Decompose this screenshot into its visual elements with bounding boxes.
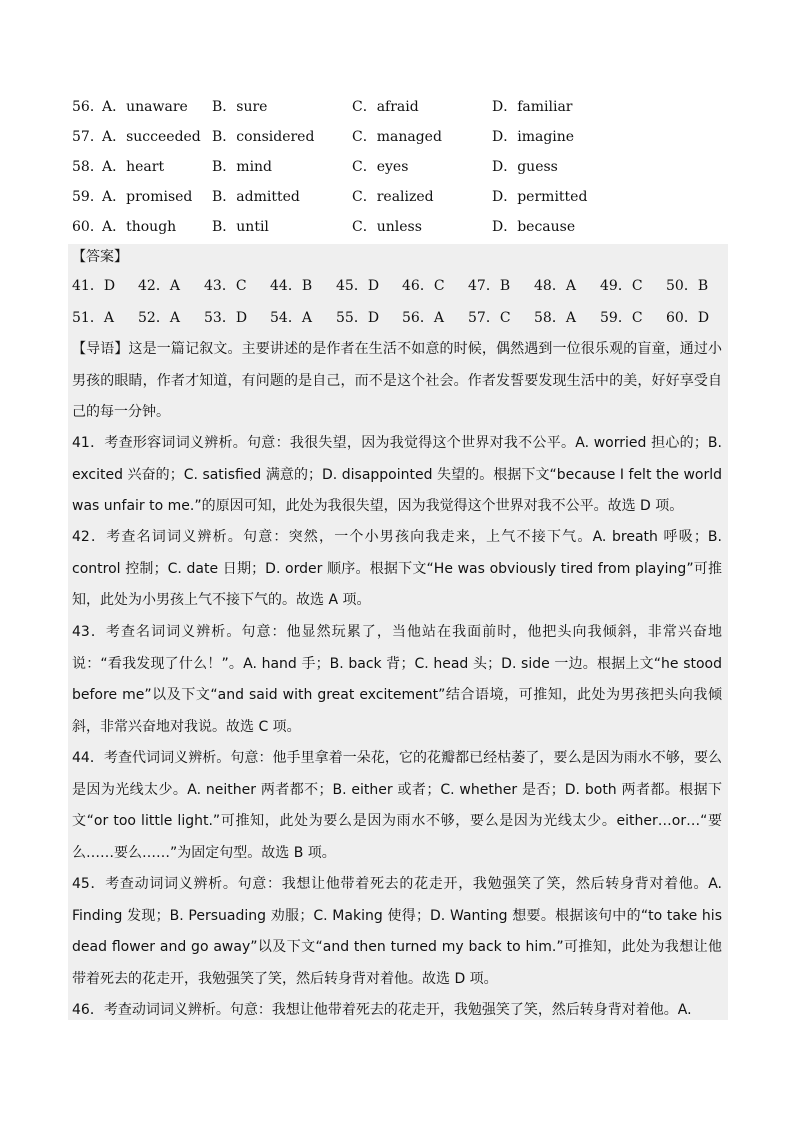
option-d: D．imagine xyxy=(492,129,575,145)
guide-paragraph: 【导语】这是一篇记叙文。主要讲述的是作者在生活不如意的时候，偶然遇到一位很乐观的盲童，通过小男孩的眼睛，作者才知道，有问题的是自己，而不是这个社会。作者发誓要发现生活中的美，好好享受自己的每一分钟。 xyxy=(72,341,722,420)
option-d: D．familiar xyxy=(492,99,573,115)
option-a: A．promised xyxy=(102,189,193,205)
answer-item: 47．B xyxy=(468,278,511,294)
answer-item: 41．D xyxy=(72,278,116,294)
option-a: A．though xyxy=(102,219,177,235)
answer-item: 56．A xyxy=(402,310,444,326)
question-number: 57． xyxy=(72,129,104,145)
explanation-44: 44．考查代词词义辨析。句意：他手里拿着一朵花，它的花瓣都已经枯萎了，要么是因为雨水不够，要么是因为光线太少。A. neither 两者都不；B. either 或者；C. whether 是否；D. both 两者都。根据下文“or too little light.”可推知，此处为要么是因为雨水不够，要么是因为光线太少。either…or…“要么……要么……”为固定句型。故选 B 项。 xyxy=(72,750,722,861)
option-a: A．heart xyxy=(102,159,165,175)
answer-item: 55．D xyxy=(336,310,380,326)
explanation-42: 42．考查名词词义辨析。句意：突然，一个小男孩向我走来，上气不接下气。A. breath 呼吸；B. control 控制；C. date 日期；D. order 顺序。根据下文“He was obviously tired from playing”可推知，此处为小男孩上气不接下气的。故选 A 项。 xyxy=(72,529,722,608)
answer-item: 53．D xyxy=(204,310,248,326)
explanation-45: 45．考查动词词义辨析。句意：我想让他带着死去的花走开，我勉强笑了笑，然后转身背对着他。A. Finding 发现；B. Persuading 劝服；C. Making 使得；D. Wanting 想要。根据该句中的“to take his dead flower and go away”以及下文“and then turned my back to him.”可推知，此处为我想让他带着死去的花走开，我勉强笑了笑，然后转身背对着他。故选 D 项。 xyxy=(72,876,722,987)
option-d: D．guess xyxy=(492,159,558,175)
question-number: 60． xyxy=(72,219,104,235)
answer-heading: 【答案】 xyxy=(72,249,128,265)
answer-item: 60．D xyxy=(666,310,710,326)
explanation-41: 41．考查形容词词义辨析。句意：我很失望，因为我觉得这个世界对我不公平。A. worried 担心的；B. excited 兴奋的；C. satisfied 满意的；D. disappointed 失望的。根据下文“because I felt the world was unfair to me.”的原因可知，此处为我很失望，因为我觉得这个世界对我不公平。故选 D 项。 xyxy=(72,435,722,514)
explanation-43: 43．考查名词词义辨析。句意：他显然玩累了，当他站在我面前时，他把头向我倾斜，非常兴奋地说：“看我发现了什么！”。A. hand 手；B. back 背；C. head 头；D. side 一边。根据上文“he stood before me”以及下文“and said with great excitement”结合语境，可推知，此处为男孩把头向我倾斜，非常兴奋地对我说。故选 C 项。 xyxy=(72,624,722,735)
option-d: D．permitted xyxy=(492,189,588,205)
explanation-46: 46．考查动词词义辨析。句意：我想让他带着死去的花走开，我勉强笑了笑，然后转身背对着他。A. xyxy=(72,1002,692,1018)
answer-item: 45．D xyxy=(336,278,380,294)
option-b: B．sure xyxy=(212,99,268,115)
answer-item: 49．C xyxy=(600,278,643,294)
answer-item: 54．A xyxy=(270,310,312,326)
option-c: C．managed xyxy=(352,129,442,145)
answer-item: 42．A xyxy=(138,278,180,294)
option-a: A．unaware xyxy=(102,99,188,115)
option-b: B．admitted xyxy=(212,189,300,205)
question-number: 56． xyxy=(72,99,104,115)
answer-item: 59．C xyxy=(600,310,643,326)
question-number: 59． xyxy=(72,189,104,205)
answer-item: 46．C xyxy=(402,278,445,294)
answer-item: 48．A xyxy=(534,278,576,294)
answer-item: 52．A xyxy=(138,310,180,326)
answer-item: 57．C xyxy=(468,310,511,326)
option-b: B．until xyxy=(212,219,269,235)
option-c: C．unless xyxy=(352,219,422,235)
answer-item: 51．A xyxy=(72,310,114,326)
option-c: C．afraid xyxy=(352,99,419,115)
option-b: B．considered xyxy=(212,129,315,145)
answer-item: 43．C xyxy=(204,278,247,294)
option-a: A．succeeded xyxy=(102,129,201,145)
option-b: B．mind xyxy=(212,159,273,175)
answer-item: 50．B xyxy=(666,278,709,294)
answer-item: 58．A xyxy=(534,310,576,326)
question-number: 58． xyxy=(72,159,104,175)
option-c: C．realized xyxy=(352,189,434,205)
option-d: D．because xyxy=(492,219,576,235)
answer-item: 44．B xyxy=(270,278,313,294)
option-c: C．eyes xyxy=(352,159,409,175)
